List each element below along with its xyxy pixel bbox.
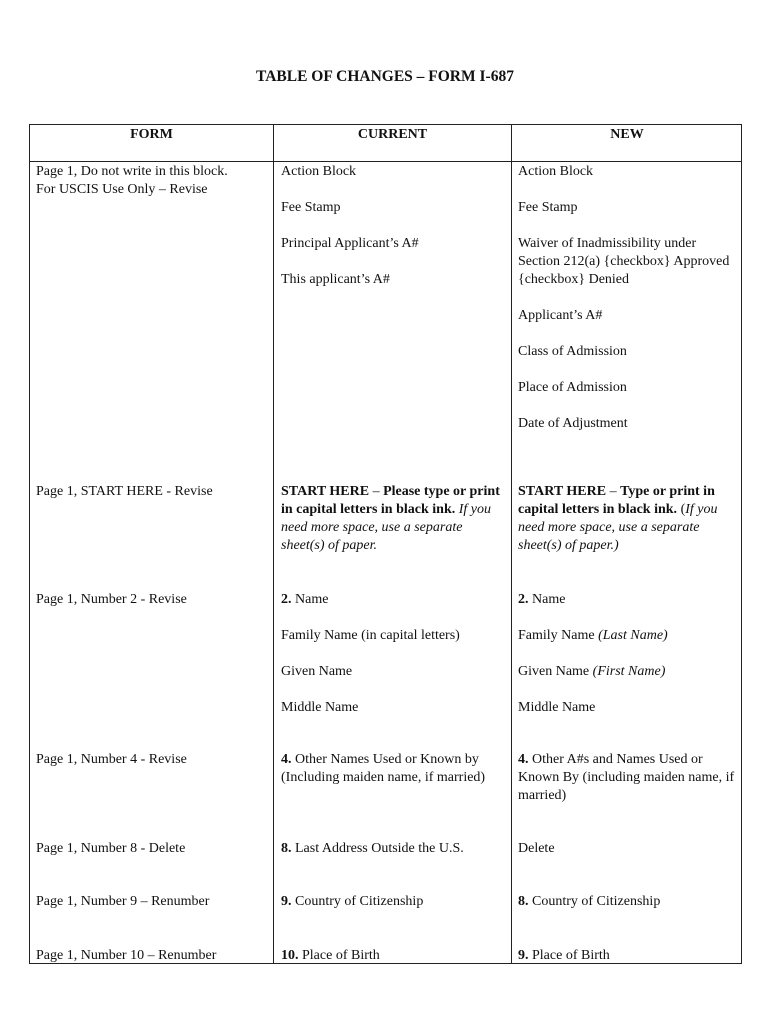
- item-number: 2.: [518, 592, 529, 607]
- new-text: [518, 591, 740, 609]
- header-divider: [30, 161, 741, 162]
- item-number: 8.: [518, 894, 529, 909]
- current-cell: [281, 751, 507, 787]
- new-bold: Type or print in capital letters in black ink.: [518, 484, 715, 517]
- new-text: Waiver of Inadmissibility under Section 212(a) {checkbox} Approved {checkbox} Denied: [518, 236, 730, 287]
- column-divider: [511, 125, 512, 963]
- current-cell: [281, 893, 507, 911]
- current-cell: [281, 840, 507, 858]
- item-label: Given Name: [518, 664, 593, 679]
- new-cell: [518, 893, 740, 911]
- form-text: For USCIS Use Only – Revise: [36, 182, 208, 197]
- new-text: Fee Stamp: [518, 200, 578, 215]
- item-label: Last Address Outside the U.S.: [291, 841, 464, 856]
- form-text: Page 1, Number 9 – Renumber: [36, 894, 210, 909]
- new-text: [518, 663, 740, 681]
- new-text: Place of Admission: [518, 380, 627, 395]
- page-title: TABLE OF CHANGES – FORM I-687: [256, 68, 514, 85]
- current-italic: If you need more space, use a separate sheet(s) of paper.: [281, 502, 491, 553]
- form-cell: [36, 163, 268, 199]
- header-new: NEW: [610, 127, 644, 142]
- changes-table: [29, 124, 742, 964]
- new-text: Action Block: [518, 164, 594, 179]
- item-label: Other Names Used or Known by (Including maiden name, if married): [281, 752, 486, 785]
- item-label: Family Name: [518, 628, 599, 643]
- column-divider: [273, 125, 274, 963]
- new-text: Applicant’s A#: [518, 308, 603, 323]
- current-text: Given Name: [281, 664, 353, 679]
- item-label: Place of Birth: [298, 948, 380, 963]
- new-cell: [518, 483, 740, 555]
- current-cell: [281, 483, 507, 555]
- item-number: 9.: [281, 894, 292, 909]
- current-text: Action Block: [281, 164, 357, 179]
- new-text: Middle Name: [518, 700, 596, 715]
- item-label: Place of Birth: [528, 948, 610, 963]
- new-text: (: [677, 502, 686, 517]
- item-number: 9.: [518, 948, 529, 963]
- new-cell: [518, 751, 740, 805]
- form-text: Page 1, Number 8 - Delete: [36, 841, 186, 856]
- new-bold: START HERE: [518, 484, 607, 499]
- new-text: [518, 627, 740, 645]
- current-cell: [281, 163, 507, 289]
- item-number: 2.: [281, 592, 292, 607]
- new-text: –: [606, 484, 621, 499]
- item-hint: (Last Name): [598, 628, 668, 643]
- new-cell: [518, 591, 740, 717]
- form-text: Page 1, Number 2 - Revise: [36, 592, 187, 607]
- item-label: Other A#s and Names Used or Known By (including maiden name, if married): [518, 752, 735, 803]
- item-label: Name: [291, 592, 329, 607]
- item-label: Country of Citizenship: [291, 894, 424, 909]
- current-bold: START HERE: [281, 484, 370, 499]
- current-text: Principal Applicant’s A#: [281, 236, 419, 251]
- current-cell: [281, 947, 507, 965]
- new-text: Date of Adjustment: [518, 416, 628, 431]
- current-text: Fee Stamp: [281, 200, 341, 215]
- item-hint: (First Name): [592, 664, 666, 679]
- form-text: Page 1, Number 4 - Revise: [36, 752, 187, 767]
- current-text: Family Name (in capital letters): [281, 628, 460, 643]
- current-text: Middle Name: [281, 700, 359, 715]
- new-italic: If you need more space, use a separate sheet(s) of paper.): [518, 502, 718, 553]
- header-current: CURRENT: [357, 127, 428, 142]
- new-cell: [518, 840, 740, 858]
- item-number: 8.: [281, 841, 292, 856]
- item-number: 4.: [281, 752, 292, 767]
- new-cell: [518, 163, 740, 433]
- item-number: 10.: [281, 948, 299, 963]
- current-text: This applicant’s A#: [281, 272, 390, 287]
- item-number: 4.: [518, 752, 529, 767]
- new-cell: [518, 947, 740, 965]
- header-form: FORM: [130, 127, 173, 142]
- item-label: Country of Citizenship: [528, 894, 661, 909]
- item-label: Name: [528, 592, 566, 607]
- current-text: [281, 591, 507, 609]
- current-bold: Please type or print in capital letters in black ink.: [281, 484, 500, 517]
- current-text: –: [369, 484, 384, 499]
- item-label: Delete: [518, 841, 555, 856]
- form-text: Page 1, Do not write in this block.: [36, 164, 228, 179]
- current-cell: [281, 591, 507, 717]
- form-text: Page 1, Number 10 – Renumber: [36, 948, 217, 963]
- form-text: Page 1, START HERE - Revise: [36, 484, 213, 499]
- new-text: Class of Admission: [518, 344, 627, 359]
